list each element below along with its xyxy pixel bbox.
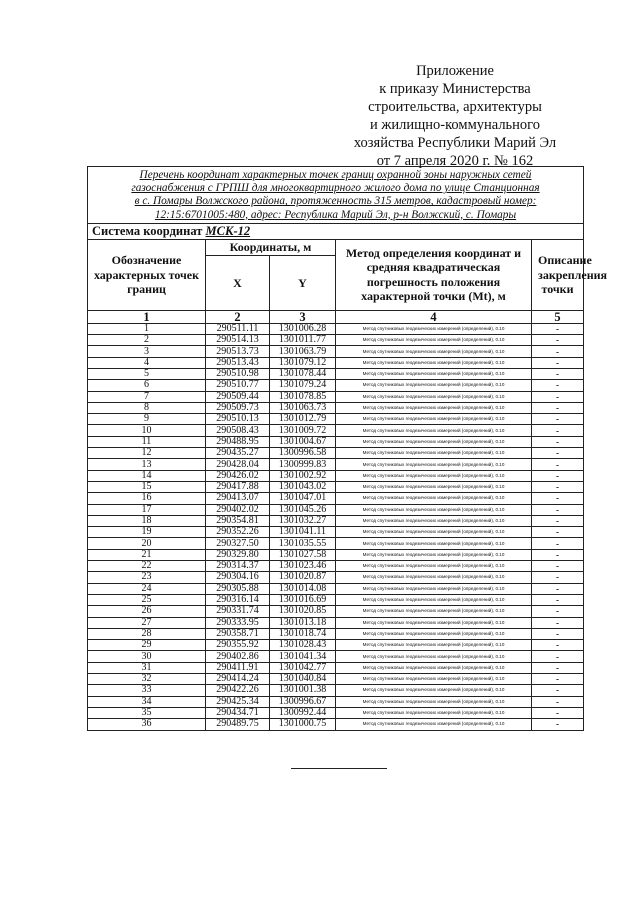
title-line: 12:15:6701005:480, адрес: Республика Марий Эл, р-н Волжский, с. Помары xyxy=(154,208,517,221)
description-cell: - xyxy=(532,414,584,425)
point-number-cell: 3 xyxy=(88,346,206,357)
table-row xyxy=(88,402,584,413)
y-cell: 1301012.79 xyxy=(270,414,336,425)
point-number-cell: 34 xyxy=(88,696,206,707)
y-cell: 1301042.77 xyxy=(270,662,336,673)
x-cell: 290509.73 xyxy=(206,402,270,413)
header-x: X xyxy=(206,255,270,310)
point-number-cell: 2 xyxy=(88,335,206,346)
point-number-cell: 36 xyxy=(88,719,206,730)
description-cell: - xyxy=(532,504,584,515)
table-row xyxy=(88,549,584,560)
point-number-cell: 9 xyxy=(88,414,206,425)
description-cell: - xyxy=(532,685,584,696)
point-number-cell: 14 xyxy=(88,470,206,481)
description-cell: - xyxy=(532,651,584,662)
table-row xyxy=(88,323,584,334)
y-cell: 1301041.11 xyxy=(270,527,336,538)
x-cell: 290508.43 xyxy=(206,425,270,436)
y-cell: 1300992.44 xyxy=(270,707,336,718)
description-cell: - xyxy=(532,323,584,334)
table-row xyxy=(88,594,584,605)
description-cell: - xyxy=(532,391,584,402)
point-number-cell: 29 xyxy=(88,640,206,651)
x-cell: 290513.43 xyxy=(206,357,270,368)
appendix-line: к приказу Министерства xyxy=(379,81,531,97)
point-number-cell: 24 xyxy=(88,583,206,594)
table-row xyxy=(88,459,584,470)
table-row xyxy=(88,674,584,685)
title-line: Перечень координат характерных точек границ охранной зоны наружных сетей xyxy=(139,169,532,181)
x-cell: 290411.91 xyxy=(206,662,270,673)
y-cell: 1301002.92 xyxy=(270,470,336,481)
description-cell: - xyxy=(532,493,584,504)
point-number-cell: 32 xyxy=(88,674,206,685)
column-number: 1 xyxy=(88,310,206,323)
y-cell: 1301078.44 xyxy=(270,369,336,380)
description-cell: - xyxy=(532,538,584,549)
point-number-cell: 22 xyxy=(88,561,206,572)
description-cell: - xyxy=(532,561,584,572)
point-number-cell: 12 xyxy=(88,448,206,459)
table-row xyxy=(88,696,584,707)
description-cell: - xyxy=(532,696,584,707)
x-cell: 290329.80 xyxy=(206,549,270,560)
description-cell: - xyxy=(532,357,584,368)
y-cell: 1301043.02 xyxy=(270,481,336,492)
x-cell: 290510.13 xyxy=(206,414,270,425)
point-number-cell: 11 xyxy=(88,436,206,447)
point-number-cell: 17 xyxy=(88,504,206,515)
point-number-cell: 4 xyxy=(88,357,206,368)
method-cell: Метод спутниковых геодезических измерений (определений), 0.10 xyxy=(336,414,532,425)
table-row xyxy=(88,662,584,673)
y-cell: 1301009.72 xyxy=(270,425,336,436)
method-cell: Метод спутниковых геодезических измерений (определений), 0.10 xyxy=(336,707,532,718)
coordinate-system-row xyxy=(88,223,584,239)
point-number-cell: 30 xyxy=(88,651,206,662)
y-cell: 1301045.26 xyxy=(270,504,336,515)
description-cell: - xyxy=(532,606,584,617)
method-cell: Метод спутниковых геодезических измерений (определений), 0.10 xyxy=(336,402,532,413)
table-row xyxy=(88,493,584,504)
table-row xyxy=(88,651,584,662)
description-cell: - xyxy=(532,448,584,459)
x-cell: 290331.74 xyxy=(206,606,270,617)
method-cell: Метод спутниковых геодезических измерений (определений), 0.10 xyxy=(336,391,532,402)
table-row xyxy=(88,640,584,651)
header-description: Описание закрепления точки xyxy=(532,239,584,310)
point-number-cell: 18 xyxy=(88,515,206,526)
y-cell: 1301041.34 xyxy=(270,651,336,662)
x-cell: 290434.71 xyxy=(206,707,270,718)
method-cell: Метод спутниковых геодезических измерений (определений), 0.10 xyxy=(336,380,532,391)
method-cell: Метод спутниковых геодезических измерений (определений), 0.10 xyxy=(336,436,532,447)
description-cell: - xyxy=(532,617,584,628)
point-number-cell: 6 xyxy=(88,380,206,391)
description-cell: - xyxy=(532,719,584,730)
table-row xyxy=(88,504,584,515)
method-cell: Метод спутниковых геодезических измерений (определений), 0.10 xyxy=(336,685,532,696)
table-row xyxy=(88,561,584,572)
table-row xyxy=(88,527,584,538)
point-number-cell: 21 xyxy=(88,549,206,560)
table-title xyxy=(88,167,584,224)
table-row xyxy=(88,538,584,549)
point-number-cell: 15 xyxy=(88,481,206,492)
x-cell: 290413.07 xyxy=(206,493,270,504)
point-number-cell: 8 xyxy=(88,402,206,413)
y-cell: 1301018.74 xyxy=(270,628,336,639)
description-cell: - xyxy=(532,369,584,380)
method-cell: Метод спутниковых геодезических измерений (определений), 0.10 xyxy=(336,617,532,628)
description-cell: - xyxy=(532,481,584,492)
table-row xyxy=(88,719,584,730)
method-cell: Метод спутниковых геодезических измерений (определений), 0.10 xyxy=(336,515,532,526)
column-number-row xyxy=(88,310,584,323)
header-coords: Координаты, м xyxy=(206,239,336,255)
y-cell: 1301014.08 xyxy=(270,583,336,594)
method-cell: Метод спутниковых геодезических измерений (определений), 0.10 xyxy=(336,369,532,380)
header-y: Y xyxy=(270,255,336,310)
point-number-cell: 35 xyxy=(88,707,206,718)
method-cell: Метод спутниковых геодезических измерений (определений), 0.10 xyxy=(336,527,532,538)
method-cell: Метод спутниковых геодезических измерений (определений), 0.10 xyxy=(336,357,532,368)
table-row xyxy=(88,470,584,481)
x-cell: 290355.92 xyxy=(206,640,270,651)
table-row xyxy=(88,515,584,526)
header-method: Метод определения координат и средняя квадратическая погрешность положения характерной точки (Mt), м xyxy=(336,239,532,310)
x-cell: 290402.86 xyxy=(206,651,270,662)
method-cell: Метод спутниковых геодезических измерений (определений), 0.10 xyxy=(336,594,532,605)
appendix-line: Приложение xyxy=(416,63,494,79)
coordinate-system xyxy=(88,223,584,239)
point-number-cell: 23 xyxy=(88,572,206,583)
y-cell: 1301023.46 xyxy=(270,561,336,572)
table-row xyxy=(88,391,584,402)
point-number-cell: 27 xyxy=(88,617,206,628)
header-row xyxy=(88,239,584,255)
y-cell: 1301027.58 xyxy=(270,549,336,560)
point-number-cell: 10 xyxy=(88,425,206,436)
table-row xyxy=(88,583,584,594)
x-cell: 290402.02 xyxy=(206,504,270,515)
x-cell: 290488.95 xyxy=(206,436,270,447)
description-cell: - xyxy=(532,459,584,470)
method-cell: Метод спутниковых геодезических измерений (определений), 0.10 xyxy=(336,425,532,436)
description-cell: - xyxy=(532,527,584,538)
table-row xyxy=(88,414,584,425)
y-cell: 1301020.85 xyxy=(270,606,336,617)
x-cell: 290510.77 xyxy=(206,380,270,391)
method-cell: Метод спутниковых геодезических измерений (определений), 0.10 xyxy=(336,538,532,549)
y-cell: 1301078.85 xyxy=(270,391,336,402)
x-cell: 290435.27 xyxy=(206,448,270,459)
point-number-cell: 28 xyxy=(88,628,206,639)
point-number-cell: 1 xyxy=(88,323,206,334)
coordinate-system-value: МСК-12 xyxy=(205,223,251,238)
x-cell: 290428.04 xyxy=(206,459,270,470)
x-cell: 290304.16 xyxy=(206,572,270,583)
y-cell: 1301063.79 xyxy=(270,346,336,357)
x-cell: 290422.26 xyxy=(206,685,270,696)
y-cell: 1301013.18 xyxy=(270,617,336,628)
y-cell: 1301079.24 xyxy=(270,380,336,391)
method-cell: Метод спутниковых геодезических измерений (определений), 0.10 xyxy=(336,606,532,617)
method-cell: Метод спутниковых геодезических измерений (определений), 0.10 xyxy=(336,346,532,357)
description-cell: - xyxy=(532,515,584,526)
x-cell: 290510.98 xyxy=(206,369,270,380)
x-cell: 290514.13 xyxy=(206,335,270,346)
x-cell: 290316.14 xyxy=(206,594,270,605)
appendix-line: хозяйства Республики Марий Эл xyxy=(353,135,557,151)
description-cell: - xyxy=(532,583,584,594)
y-cell: 1301001.38 xyxy=(270,685,336,696)
table-row xyxy=(88,335,584,346)
point-number-cell: 19 xyxy=(88,527,206,538)
header-point: Обозначение характерных точек границ xyxy=(88,239,206,310)
method-cell: Метод спутниковых геодезических измерений (определений), 0.10 xyxy=(336,561,532,572)
x-cell: 290425.34 xyxy=(206,696,270,707)
column-number: 2 xyxy=(206,310,270,323)
y-cell: 1300996.58 xyxy=(270,448,336,459)
x-cell: 290426.02 xyxy=(206,470,270,481)
point-number-cell: 31 xyxy=(88,662,206,673)
table-row xyxy=(88,606,584,617)
table-row xyxy=(88,436,584,447)
y-cell: 1301016.69 xyxy=(270,594,336,605)
description-cell: - xyxy=(532,425,584,436)
method-cell: Метод спутниковых геодезических измерений (определений), 0.10 xyxy=(336,628,532,639)
y-cell: 1300996.67 xyxy=(270,696,336,707)
method-cell: Метод спутниковых геодезических измерений (определений), 0.10 xyxy=(336,323,532,334)
column-number: 4 xyxy=(336,310,532,323)
description-cell: - xyxy=(532,470,584,481)
coordinates-table-wrapper xyxy=(87,166,608,731)
description-cell: - xyxy=(532,335,584,346)
appendix-line: строительства, архитектуры xyxy=(368,99,542,115)
x-cell: 290414.24 xyxy=(206,674,270,685)
coordinates-table xyxy=(87,166,608,731)
coordinate-system-label: Система координат xyxy=(92,223,203,238)
point-number-cell: 26 xyxy=(88,606,206,617)
point-number-cell: 16 xyxy=(88,493,206,504)
x-cell: 290354.81 xyxy=(206,515,270,526)
method-cell: Метод спутниковых геодезических измерений (определений), 0.10 xyxy=(336,493,532,504)
y-cell: 1301011.77 xyxy=(270,335,336,346)
method-cell: Метод спутниковых геодезических измерений (определений), 0.10 xyxy=(336,481,532,492)
y-cell: 1301028.43 xyxy=(270,640,336,651)
method-cell: Метод спутниковых геодезических измерений (определений), 0.10 xyxy=(336,583,532,594)
x-cell: 290305.88 xyxy=(206,583,270,594)
table-row xyxy=(88,369,584,380)
table-row xyxy=(88,346,584,357)
x-cell: 290333.95 xyxy=(206,617,270,628)
table-row xyxy=(88,707,584,718)
column-number: 5 xyxy=(532,310,584,323)
description-cell: - xyxy=(532,402,584,413)
x-cell: 290417.88 xyxy=(206,481,270,492)
description-cell: - xyxy=(532,346,584,357)
table-row xyxy=(88,481,584,492)
y-cell: 1301040.84 xyxy=(270,674,336,685)
method-cell: Метод спутниковых геодезических измерений (определений), 0.10 xyxy=(336,651,532,662)
method-cell: Метод спутниковых геодезических измерений (определений), 0.10 xyxy=(336,549,532,560)
x-cell: 290358.71 xyxy=(206,628,270,639)
description-cell: - xyxy=(532,380,584,391)
point-number-cell: 7 xyxy=(88,391,206,402)
title-line: в с. Помары Волжского района, протяженность 315 метров, кадастровый номер: xyxy=(134,195,537,208)
appendix-line: от 7 апреля 2020 г. № 162 xyxy=(376,153,534,169)
y-cell: 1301020.87 xyxy=(270,572,336,583)
method-cell: Метод спутниковых геодезических измерений (определений), 0.10 xyxy=(336,719,532,730)
description-cell: - xyxy=(532,628,584,639)
y-cell: 1301006.28 xyxy=(270,323,336,334)
point-number-cell: 20 xyxy=(88,538,206,549)
x-cell: 290511.11 xyxy=(206,323,270,334)
method-cell: Метод спутниковых геодезических измерений (определений), 0.10 xyxy=(336,459,532,470)
method-cell: Метод спутниковых геодезических измерений (определений), 0.10 xyxy=(336,448,532,459)
point-number-cell: 5 xyxy=(88,369,206,380)
x-cell: 290513.73 xyxy=(206,346,270,357)
y-cell: 1301063.73 xyxy=(270,402,336,413)
method-cell: Метод спутниковых геодезических измерений (определений), 0.10 xyxy=(336,470,532,481)
description-cell: - xyxy=(532,707,584,718)
description-cell: - xyxy=(532,436,584,447)
appendix-header xyxy=(330,62,580,170)
y-cell: 1301047.01 xyxy=(270,493,336,504)
method-cell: Метод спутниковых геодезических измерений (определений), 0.10 xyxy=(336,674,532,685)
title-line: газоснабжения с ГРПШ для многоквартирного жилого дома по улице Станционная xyxy=(131,182,540,195)
table-row xyxy=(88,448,584,459)
x-cell: 290352.26 xyxy=(206,527,270,538)
method-cell: Метод спутниковых геодезических измерений (определений), 0.10 xyxy=(336,662,532,673)
description-cell: - xyxy=(532,662,584,673)
table-row xyxy=(88,425,584,436)
table-row xyxy=(88,572,584,583)
description-cell: - xyxy=(532,594,584,605)
point-number-cell: 13 xyxy=(88,459,206,470)
y-cell: 1301032.27 xyxy=(270,515,336,526)
description-cell: - xyxy=(532,549,584,560)
table-row xyxy=(88,628,584,639)
method-cell: Метод спутниковых геодезических измерений (определений), 0.10 xyxy=(336,335,532,346)
point-number-cell: 33 xyxy=(88,685,206,696)
bottom-rule xyxy=(291,768,387,769)
description-cell: - xyxy=(532,640,584,651)
column-number: 3 xyxy=(270,310,336,323)
x-cell: 290314.37 xyxy=(206,561,270,572)
method-cell: Метод спутниковых геодезических измерений (определений), 0.10 xyxy=(336,572,532,583)
y-cell: 1301004.67 xyxy=(270,436,336,447)
table-row xyxy=(88,685,584,696)
y-cell: 1301079.12 xyxy=(270,357,336,368)
method-cell: Метод спутниковых геодезических измерений (определений), 0.10 xyxy=(336,640,532,651)
y-cell: 1301035.55 xyxy=(270,538,336,549)
description-cell: - xyxy=(532,572,584,583)
x-cell: 290509.44 xyxy=(206,391,270,402)
y-cell: 1301000.75 xyxy=(270,719,336,730)
x-cell: 290489.75 xyxy=(206,719,270,730)
x-cell: 290327.50 xyxy=(206,538,270,549)
method-cell: Метод спутниковых геодезических измерений (определений), 0.10 xyxy=(336,504,532,515)
y-cell: 1300999.83 xyxy=(270,459,336,470)
table-row xyxy=(88,617,584,628)
method-cell: Метод спутниковых геодезических измерений (определений), 0.10 xyxy=(336,696,532,707)
table-row xyxy=(88,357,584,368)
table-row xyxy=(88,380,584,391)
point-number-cell: 25 xyxy=(88,594,206,605)
table-title-row xyxy=(88,167,584,224)
appendix-line: и жилищно-коммунального xyxy=(369,117,541,133)
description-cell: - xyxy=(532,674,584,685)
